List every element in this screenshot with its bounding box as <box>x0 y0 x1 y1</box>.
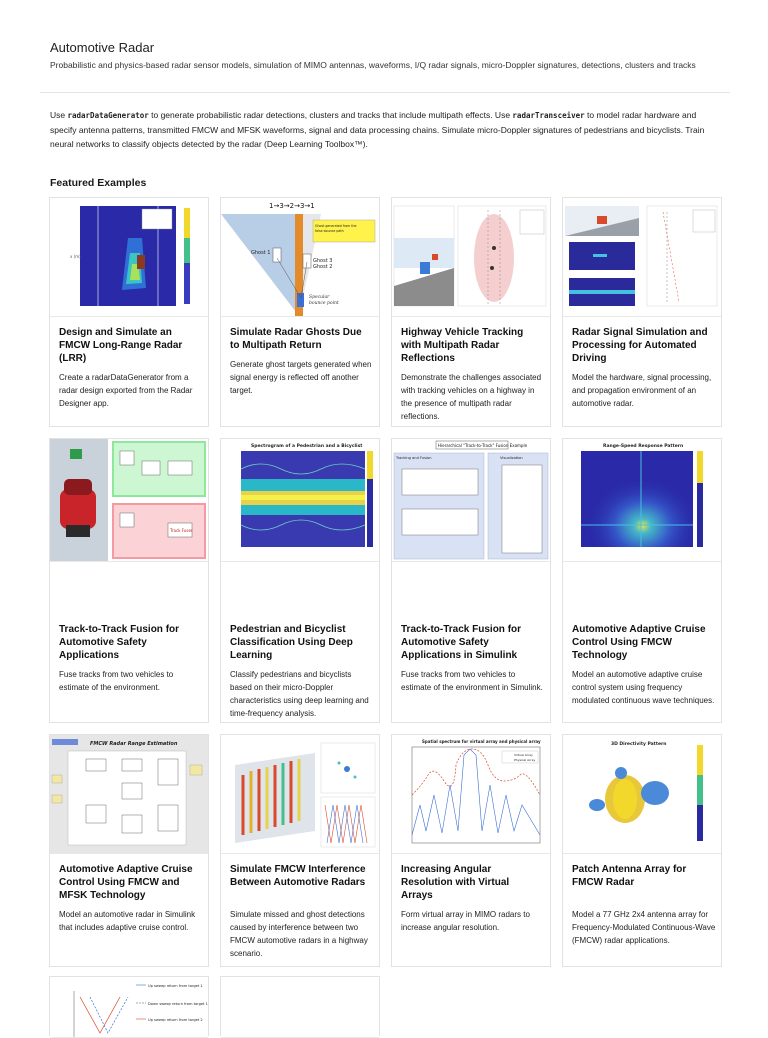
thumbnail-radar-signal-sim <box>563 198 721 317</box>
example-card-partial-2[interactable] <box>220 976 380 1036</box>
hierarchical-title: Hierarchical "Track-to-Track" Fusion Example <box>438 443 528 448</box>
range-speed-title: Range-Speed Response Pattern <box>603 444 684 449</box>
card-description: Model a 77 GHz 2x4 antenna array for Frequency-Modulated Continuous-Wave (FMCW) radar applications. <box>572 910 716 945</box>
thumbnail-virtual-arrays <box>392 735 550 854</box>
card-title[interactable]: Radar Signal Simulation and Processing for Automated Driving <box>572 327 708 364</box>
intro-paragraph <box>50 108 722 151</box>
legend-down-sweep-1: Down sweep return from target 1 <box>148 1002 208 1006</box>
legend-up-sweep-2: Up sweep return from target 2 <box>148 1018 203 1022</box>
svg-text:bounce point: bounce point <box>309 301 339 306</box>
card-description: Model the hardware, signal processing, and propagation environment of an automotive radar. <box>572 373 712 408</box>
thumbnail-partial-2 <box>221 977 379 1038</box>
example-card-virtual-arrays[interactable] <box>391 734 551 967</box>
tracking-fusion-label: Tracking and Fusion <box>396 456 432 460</box>
page-header <box>50 40 730 71</box>
example-card-fmcw-interference[interactable] <box>220 734 380 967</box>
thumbnail-multipath-tracking <box>392 198 550 317</box>
radardatagenerator-link[interactable]: radarDataGenerator <box>67 111 149 120</box>
card-description: Model an automotive adaptive cruise control system using frequency modulated continuous wave techniques. <box>572 670 715 705</box>
card-description: Demonstrate the challenges associated with tracking vehicles on a highway in the presence of multipath radar reflections. <box>401 373 542 421</box>
spectrogram-title: Spectrogram of a Pedestrian and a Bicyclist <box>251 444 363 449</box>
radartransceiver-link[interactable]: radarTransceiver <box>512 111 585 120</box>
physical-array-legend: Physical Array <box>514 758 536 762</box>
ghost-1-label: Ghost 1 <box>251 250 271 256</box>
example-card-lrr[interactable] <box>49 197 209 427</box>
thumbnail-patch-antenna <box>563 735 721 854</box>
thumbnail-pedestrian-bicyclist <box>221 439 379 562</box>
visualization-label: Visualization <box>500 456 523 460</box>
card-description: Generate ghost targets generated when signal energy is reflected off another target. <box>230 360 372 395</box>
card-title[interactable]: Track-to-Track Fusion for Automotive Safety Applications in Simulink <box>401 624 522 661</box>
intro-text-3: to model radar hardware and specify antenna patterns, transmitted FMCW and MFSK waveforms, signal and data processing chains. Simulate micro-Doppler signatures of pedestrians and bicyclists. Train neural networks to classify objects detected by the radar (Deep Learning Toolbox™). <box>50 110 705 149</box>
card-title[interactable]: Increasing Angular Resolution with Virtual Arrays <box>401 864 510 901</box>
thumbnail-t2t-simulink <box>392 439 550 562</box>
virtual-array-legend: Virtual Array <box>514 753 533 757</box>
card-title[interactable]: Patch Antenna Array for FMCW Radar <box>572 864 687 888</box>
card-description: Fuse tracks from two vehicles to estimate of the environment in Simulink. <box>401 670 543 692</box>
thumbnail-acc-fmcw <box>563 439 721 562</box>
card-description: Fuse tracks from two vehicles to estimate of the environment. <box>59 670 174 692</box>
spatial-spectrum-title: Spatial spectrum for virtual array and physical array <box>422 739 541 744</box>
example-card-multipath-tracking[interactable] <box>391 197 551 427</box>
card-title[interactable]: Simulate FMCW Interference Between Automotive Radars <box>230 864 366 888</box>
card-title[interactable]: Automotive Adaptive Cruise Control Using FMCW Technology <box>572 624 706 661</box>
svg-text:Ghost generated from the: Ghost generated from the <box>315 224 357 228</box>
example-card-ghosts[interactable] <box>220 197 380 427</box>
svg-text:Ghost 3: Ghost 3 <box>313 258 333 264</box>
page-subtitle: Probabilistic and physics-based radar sensor models, simulation of MIMO antennas, waveforms, I/Q radar signals, micro-Doppler signatures, detections, clusters and tracks <box>50 60 696 70</box>
example-card-radar-signal-sim[interactable] <box>562 197 722 427</box>
card-title[interactable]: Pedestrian and Bicyclist Classification Using Deep Learning <box>230 624 353 661</box>
svg-text:false bounce path: false bounce path <box>315 229 344 233</box>
directivity-title: 3D Directivity Pattern <box>611 742 667 747</box>
intro-text-2: to generate probabilistic radar detections, clusters and tracks that include multipath effects. Use <box>148 110 513 120</box>
example-card-t2t-fusion[interactable] <box>49 438 209 723</box>
example-card-t2t-simulink[interactable] <box>391 438 551 723</box>
card-description: Classify pedestrians and bicyclists based on their micro-Doppler characteristics using deep learning and time-frequency analysis. <box>230 670 369 718</box>
thumbnail-t2t-fusion <box>50 439 208 562</box>
card-title[interactable]: Track-to-Track Fusion for Automotive Safety Applications <box>59 624 180 661</box>
card-description: Create a radarDataGenerator from a radar design exported from the Radar Designer app. <box>59 373 193 408</box>
intro-text-1: Use <box>50 110 68 120</box>
svg-text:Specular: Specular <box>309 295 330 300</box>
thumbnail-lrr <box>50 198 208 317</box>
svg-text:x (m): x (m) <box>70 254 81 259</box>
card-title[interactable]: Highway Vehicle Tracking with Multipath Radar Reflections <box>401 327 524 364</box>
header-divider <box>40 92 730 93</box>
featured-examples-heading: Featured Examples <box>50 177 147 189</box>
thumbnail-acc-mfsk <box>50 735 208 854</box>
example-card-acc-mfsk[interactable] <box>49 734 209 967</box>
track-fuser-label: Track Fuser <box>170 528 193 533</box>
card-title[interactable]: Simulate Radar Ghosts Due to Multipath Return <box>230 327 362 351</box>
thumbnail-ghosts <box>221 198 379 317</box>
fmcw-range-title: FMCW Radar Range Estimation <box>90 741 178 747</box>
card-description: Model an automotive radar in Simulink that includes adaptive cruise control. <box>59 910 196 932</box>
card-title[interactable]: Automotive Adaptive Cruise Control Using FMCW and MFSK Technology <box>59 864 193 901</box>
example-card-pedestrian-bicyclist[interactable] <box>220 438 380 723</box>
card-description: Form virtual array in MIMO radars to increase angular resolution. <box>401 910 530 932</box>
ghost-sequence-label: 1→3→2→3→1 <box>269 202 315 210</box>
card-title[interactable]: Design and Simulate an FMCW Long-Range Radar (LRR) <box>59 327 183 364</box>
thumbnail-fmcw-interference <box>221 735 379 854</box>
example-card-acc-fmcw[interactable] <box>562 438 722 723</box>
card-description: Simulate missed and ghost detections caused by interference between two FMCW automotive radars in a highway scenario. <box>230 910 368 958</box>
svg-text:Ghost 2: Ghost 2 <box>313 264 333 270</box>
thumbnail-partial-1 <box>50 977 208 1038</box>
example-card-partial-1[interactable] <box>49 976 209 1036</box>
legend-up-sweep-1: Up sweep return from target 1 <box>148 984 203 988</box>
page-title: Automotive Radar <box>50 40 155 55</box>
example-card-patch-antenna[interactable] <box>562 734 722 967</box>
